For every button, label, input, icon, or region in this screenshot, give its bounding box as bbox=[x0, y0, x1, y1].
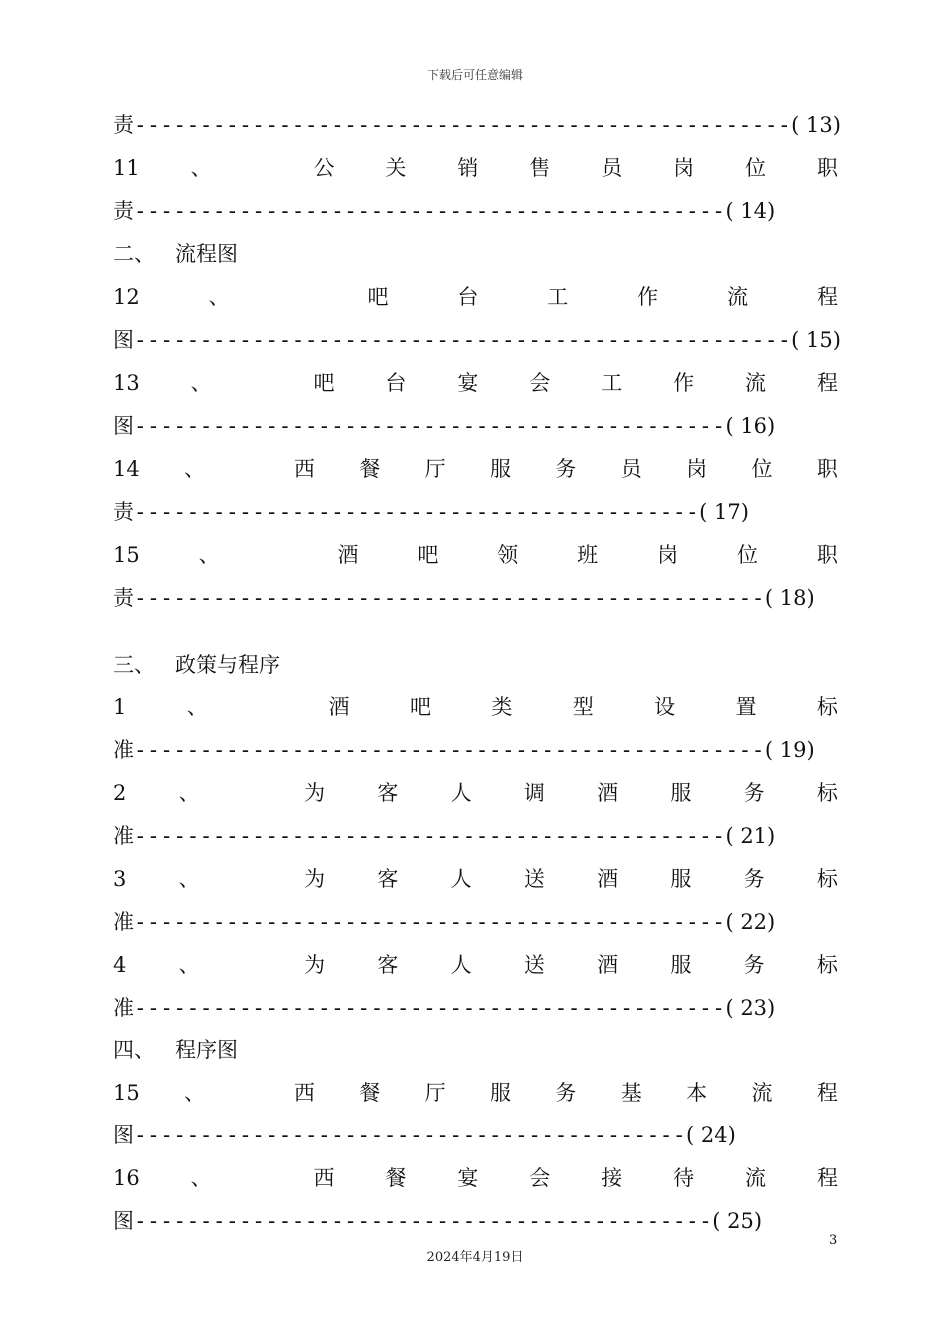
toc-title-char: 人 bbox=[450, 953, 472, 977]
toc-title-char: 厅 bbox=[424, 457, 446, 481]
toc-title-char: 、 bbox=[178, 781, 200, 805]
toc-title-char: 15 bbox=[113, 1081, 140, 1105]
toc-title-char: 、 bbox=[178, 867, 200, 891]
toc-title-char: 会 bbox=[529, 371, 551, 395]
toc-title-char: 送 bbox=[523, 867, 545, 891]
toc-leader-dashes: ------------------------------------------------ bbox=[134, 738, 765, 762]
toc-title-char: 务 bbox=[555, 1081, 577, 1105]
toc-entry-lead-char: 责 bbox=[113, 586, 134, 610]
toc-section-heading bbox=[113, 237, 838, 271]
toc-title-char: 、 bbox=[184, 457, 206, 481]
toc-title-char: 、 bbox=[208, 285, 230, 309]
toc-title-char: 2 bbox=[113, 781, 127, 805]
toc-entry-lead-char: 责 bbox=[113, 199, 134, 223]
toc-entry-title bbox=[113, 690, 838, 724]
toc-title-char: 14 bbox=[113, 457, 140, 481]
toc-title-char: 流 bbox=[727, 285, 749, 309]
toc-title-char: 4 bbox=[113, 953, 127, 977]
toc-entry-title bbox=[113, 948, 838, 982]
toc-title-char: 服 bbox=[489, 1081, 511, 1105]
toc-title-char: 为 bbox=[304, 781, 326, 805]
toc-title-char: 服 bbox=[670, 953, 692, 977]
toc-leader-dashes: -------------------------------------------------- bbox=[134, 113, 792, 137]
section-heading-part: 政策与程序 bbox=[175, 653, 280, 677]
toc-title-char: 人 bbox=[450, 781, 472, 805]
toc-title-char: 务 bbox=[743, 867, 765, 891]
toc-entry-tail bbox=[113, 194, 838, 228]
toc-title-char: 关 bbox=[385, 156, 407, 180]
toc-entry-lead-char: 责 bbox=[113, 113, 134, 137]
toc-title-char: 酒 bbox=[597, 781, 619, 805]
toc-title-char: 、 bbox=[190, 156, 212, 180]
toc-title-char: 酒 bbox=[597, 953, 619, 977]
toc-title-char: 作 bbox=[673, 371, 695, 395]
toc-title-char: 标 bbox=[816, 867, 838, 891]
toc-entry-tail bbox=[113, 323, 841, 357]
toc-entry-tail bbox=[113, 581, 838, 615]
toc-title-char: 服 bbox=[670, 781, 692, 805]
toc-title-char: 吧 bbox=[417, 543, 439, 567]
toc-title-char: 西 bbox=[293, 1081, 315, 1105]
toc-title-char: 1 bbox=[113, 695, 127, 719]
toc-title-char: 服 bbox=[489, 457, 511, 481]
toc-entry-lead-char: 准 bbox=[113, 996, 134, 1020]
toc-entry-tail bbox=[113, 733, 838, 767]
toc-title-char: 流 bbox=[745, 371, 767, 395]
toc-entry-lead-char: 准 bbox=[113, 910, 134, 934]
toc-title-char: 宴 bbox=[457, 1166, 479, 1190]
toc-entry-title bbox=[113, 538, 838, 572]
toc-title-char: 服 bbox=[670, 867, 692, 891]
toc-title-char: 流 bbox=[745, 1166, 767, 1190]
toc-leader-dashes: -------------------------------------------- bbox=[134, 1209, 713, 1233]
toc-title-char: 为 bbox=[304, 953, 326, 977]
toc-title-char: 员 bbox=[601, 156, 623, 180]
toc-title-char: 、 bbox=[198, 543, 220, 567]
toc-title-char: 职 bbox=[816, 543, 838, 567]
toc-title-char: 、 bbox=[190, 1166, 212, 1190]
toc-title-char: 吧 bbox=[367, 285, 389, 309]
toc-leader-dashes: --------------------------------------------- bbox=[134, 910, 726, 934]
toc-page-ref: ( 17) bbox=[699, 500, 749, 524]
toc-entry-tail bbox=[113, 108, 841, 142]
section-heading-part: 程序图 bbox=[175, 1038, 238, 1062]
toc-title-char: 厅 bbox=[424, 1081, 446, 1105]
toc-title-char: 位 bbox=[745, 156, 767, 180]
toc-title-char: 宴 bbox=[457, 371, 479, 395]
toc-title-char: 售 bbox=[529, 156, 551, 180]
section-heading-part: 三、 bbox=[113, 653, 155, 677]
toc-page-ref: ( 23) bbox=[725, 996, 776, 1020]
toc-section-heading bbox=[113, 1033, 838, 1067]
toc-title-char: 本 bbox=[686, 1081, 708, 1105]
toc-title-char: 餐 bbox=[359, 1081, 381, 1105]
toc-page-ref: ( 21) bbox=[725, 824, 776, 848]
toc-title-char: 15 bbox=[113, 543, 140, 567]
toc-entry-tail bbox=[113, 409, 838, 443]
toc-title-char: 领 bbox=[497, 543, 519, 567]
toc-title-char: 职 bbox=[816, 457, 838, 481]
toc-entry-lead-char: 责 bbox=[113, 500, 134, 524]
toc-page-ref: ( 25) bbox=[712, 1209, 763, 1233]
toc-entry-lead-char: 图 bbox=[113, 414, 134, 438]
toc-title-char: 台 bbox=[457, 285, 479, 309]
toc-leader-dashes: --------------------------------------------- bbox=[134, 996, 726, 1020]
toc-entry-tail bbox=[113, 905, 838, 939]
toc-title-char: 为 bbox=[304, 867, 326, 891]
toc-title-char: 客 bbox=[377, 781, 399, 805]
toc-page-ref: ( 13) bbox=[791, 113, 841, 137]
toc-title-char: 、 bbox=[186, 695, 208, 719]
toc-title-char: 程 bbox=[816, 285, 838, 309]
toc-page-ref: ( 24) bbox=[686, 1123, 736, 1147]
toc-leader-dashes: --------------------------------------------- bbox=[134, 824, 726, 848]
toc-title-char: 酒 bbox=[337, 543, 359, 567]
toc-title-char: 工 bbox=[547, 285, 569, 309]
toc-entry-tail bbox=[113, 1118, 838, 1152]
toc-entry-tail bbox=[113, 991, 838, 1025]
toc-title-char: 、 bbox=[178, 953, 200, 977]
toc-title-char: 程 bbox=[816, 1166, 838, 1190]
toc-title-char: 岗 bbox=[686, 457, 708, 481]
toc-page-ref: ( 14) bbox=[725, 199, 776, 223]
toc-page-ref: ( 19) bbox=[764, 738, 815, 762]
toc-entry-title bbox=[113, 366, 838, 400]
section-heading-part: 四、 bbox=[113, 1038, 155, 1062]
toc-title-char: 13 bbox=[113, 371, 140, 395]
toc-entry-lead-char: 准 bbox=[113, 824, 134, 848]
toc-title-char: 西 bbox=[313, 1166, 335, 1190]
toc-entry-title bbox=[113, 862, 838, 896]
toc-entry-title bbox=[113, 452, 838, 486]
toc-title-char: 置 bbox=[735, 695, 757, 719]
toc-title-char: 待 bbox=[673, 1166, 695, 1190]
toc-title-char: 接 bbox=[601, 1166, 623, 1190]
toc-entry-lead-char: 图 bbox=[113, 1209, 134, 1233]
toc-leader-dashes: -------------------------------------------------- bbox=[134, 328, 792, 352]
toc-entry-title bbox=[113, 280, 838, 314]
toc-title-char: 工 bbox=[601, 371, 623, 395]
toc-entry-tail bbox=[113, 495, 838, 529]
toc-title-char: 12 bbox=[113, 285, 140, 309]
toc-entry-lead-char: 图 bbox=[113, 1123, 134, 1147]
toc-title-char: 位 bbox=[751, 457, 773, 481]
toc-entry-title bbox=[113, 1161, 838, 1195]
toc-entry-lead-char: 图 bbox=[113, 328, 134, 352]
toc-title-char: 务 bbox=[555, 457, 577, 481]
toc-title-char: 16 bbox=[113, 1166, 140, 1190]
toc-entry-title bbox=[113, 151, 838, 185]
toc-title-char: 餐 bbox=[385, 1166, 407, 1190]
toc-section-heading bbox=[113, 648, 838, 682]
toc-title-char: 标 bbox=[816, 781, 838, 805]
toc-leader-dashes: ------------------------------------------ bbox=[134, 1123, 687, 1147]
toc-title-char: 、 bbox=[190, 371, 212, 395]
toc-title-char: 酒 bbox=[328, 695, 350, 719]
toc-title-char: 流 bbox=[751, 1081, 773, 1105]
toc-title-char: 务 bbox=[743, 781, 765, 805]
toc-title-char: 吧 bbox=[313, 371, 335, 395]
toc-title-char: 班 bbox=[577, 543, 599, 567]
toc-title-char: 位 bbox=[736, 543, 758, 567]
toc-leader-dashes: --------------------------------------------- bbox=[134, 199, 726, 223]
toc-title-char: 标 bbox=[816, 953, 838, 977]
toc-title-char: 型 bbox=[572, 695, 594, 719]
toc-title-char: 标 bbox=[816, 695, 838, 719]
toc-title-char: 客 bbox=[377, 953, 399, 977]
toc-entry-title bbox=[113, 776, 838, 810]
toc-page-ref: ( 15) bbox=[791, 328, 841, 352]
toc-title-char: 台 bbox=[385, 371, 407, 395]
toc-title-char: 岗 bbox=[657, 543, 679, 567]
toc-entry-tail bbox=[113, 1204, 838, 1238]
toc-title-char: 吧 bbox=[409, 695, 431, 719]
toc-title-char: 程 bbox=[816, 1081, 838, 1105]
page-footer-date: 2024年4月19日 bbox=[426, 1250, 524, 1265]
toc-entry-title bbox=[113, 1076, 838, 1110]
toc-title-char: 会 bbox=[529, 1166, 551, 1190]
toc-title-char: 销 bbox=[457, 156, 479, 180]
toc-title-char: 送 bbox=[523, 953, 545, 977]
toc-title-char: 岗 bbox=[673, 156, 695, 180]
toc-title-char: 调 bbox=[523, 781, 545, 805]
toc-title-char: 基 bbox=[620, 1081, 642, 1105]
toc-entry-tail bbox=[113, 819, 838, 853]
toc-title-char: 酒 bbox=[597, 867, 619, 891]
toc-page-ref: ( 18) bbox=[764, 586, 815, 610]
toc-title-char: 设 bbox=[654, 695, 676, 719]
page-header: 下载后可任意编辑 bbox=[426, 68, 523, 82]
toc-title-char: 餐 bbox=[359, 457, 381, 481]
toc-title-char: 务 bbox=[743, 953, 765, 977]
toc-leader-dashes: --------------------------------------------- bbox=[134, 414, 726, 438]
toc-title-char: 程 bbox=[816, 371, 838, 395]
toc-leader-dashes: ------------------------------------------------ bbox=[134, 586, 765, 610]
toc-page-ref: ( 22) bbox=[725, 910, 776, 934]
toc-title-char: 3 bbox=[113, 867, 127, 891]
toc-title-char: 公 bbox=[313, 156, 335, 180]
toc-title-char: 、 bbox=[184, 1081, 206, 1105]
section-heading-part: 二、 bbox=[113, 242, 155, 266]
toc-title-char: 作 bbox=[637, 285, 659, 309]
toc-title-char: 员 bbox=[620, 457, 642, 481]
section-heading-part: 流程图 bbox=[175, 242, 238, 266]
toc-title-char: 11 bbox=[113, 156, 140, 180]
toc-page-ref: ( 16) bbox=[725, 414, 776, 438]
toc-title-char: 类 bbox=[491, 695, 513, 719]
toc-entry-lead-char: 准 bbox=[113, 738, 134, 762]
toc-title-char: 西 bbox=[293, 457, 315, 481]
toc-leader-dashes: ------------------------------------------- bbox=[134, 500, 700, 524]
toc-title-char: 人 bbox=[450, 867, 472, 891]
page-number: 3 bbox=[829, 1233, 838, 1248]
toc-title-char: 客 bbox=[377, 867, 399, 891]
toc-title-char: 职 bbox=[816, 156, 838, 180]
